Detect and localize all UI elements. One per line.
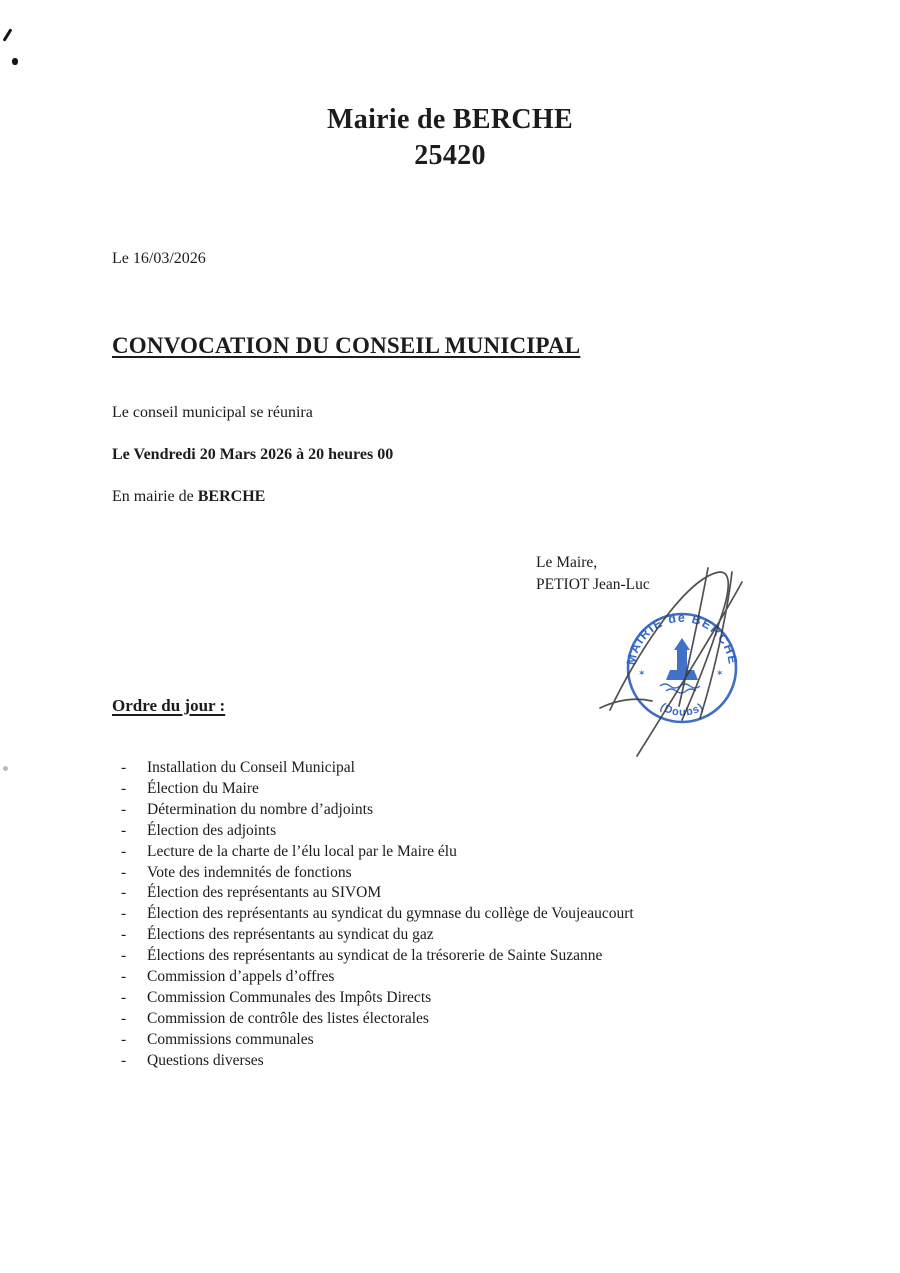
title-line-1: Mairie de BERCHE bbox=[327, 104, 573, 135]
agenda-item-text: Détermination du nombre d’adjoints bbox=[147, 800, 373, 818]
location-prefix: En mairie de bbox=[112, 488, 198, 505]
agenda-item bbox=[121, 821, 841, 842]
scan-artifact bbox=[12, 58, 18, 65]
stamp-star-right-icon: ✶ bbox=[716, 668, 724, 678]
agenda-item-text: Lecture de la charte de l’élu local par le Maire élu bbox=[147, 842, 457, 860]
stamp-star-left-icon: ✶ bbox=[638, 668, 646, 678]
agenda-bullet: - bbox=[121, 1051, 127, 1069]
handwritten-signature-icon bbox=[600, 568, 742, 756]
agenda-item-text: Commission Communales des Impôts Directs bbox=[147, 988, 432, 1006]
agenda-item bbox=[121, 842, 841, 863]
scan-artifact bbox=[3, 28, 13, 41]
agenda-bullet: - bbox=[121, 884, 127, 902]
agenda-item bbox=[121, 967, 841, 988]
agenda-bullet: - bbox=[121, 821, 127, 839]
agenda-item-text: Élection des représentants au syndicat du gymnase du collège de Voujeaucourt bbox=[147, 905, 634, 923]
agenda-title: Ordre du jour : bbox=[112, 696, 226, 715]
agenda-bullet: - bbox=[121, 779, 127, 797]
agenda-item-text: Élection des représentants au SIVOM bbox=[147, 884, 382, 902]
document-header bbox=[0, 102, 900, 174]
agenda-item-text: Élection des adjoints bbox=[147, 821, 277, 839]
agenda-bullet: - bbox=[121, 968, 127, 986]
agenda-item-text: Commission de contrôle des listes électorales bbox=[147, 1009, 429, 1027]
location-name: BERCHE bbox=[197, 488, 266, 505]
agenda-item-text: Commission d’appels d’offres bbox=[147, 968, 335, 986]
signer-role: Le Maire, bbox=[536, 554, 598, 571]
agenda-bullet: - bbox=[121, 988, 127, 1006]
stamp-emblem-icon bbox=[638, 638, 724, 680]
signer-name: PETIOT Jean-Luc bbox=[536, 576, 650, 593]
agenda-bullet: - bbox=[121, 905, 127, 923]
agenda-item-text: Questions diverses bbox=[147, 1051, 264, 1069]
scan-artifact bbox=[3, 766, 8, 771]
stamp-top-textpath: MAIRIE de BERCHE bbox=[623, 610, 740, 667]
agenda-bullet: - bbox=[121, 926, 127, 944]
agenda-item-text: Élections des représentants au syndicat du gaz bbox=[147, 926, 434, 944]
official-stamp bbox=[582, 558, 814, 774]
meeting-datetime-line: Le Vendredi 20 Mars 2026 à 20 heures 00 bbox=[112, 446, 394, 463]
agenda-bullet: - bbox=[121, 947, 127, 965]
agenda-item bbox=[121, 779, 841, 800]
agenda-item bbox=[121, 863, 841, 884]
document-heading: CONVOCATION DU CONSEIL MUNICIPAL bbox=[112, 333, 581, 358]
agenda-item-text: Élection du Maire bbox=[147, 779, 259, 797]
agenda-item bbox=[121, 1009, 841, 1030]
agenda-list bbox=[121, 758, 841, 1072]
agenda-item bbox=[121, 1051, 841, 1072]
agenda-item-text: Installation du Conseil Municipal bbox=[147, 759, 355, 776]
agenda-item bbox=[121, 904, 841, 925]
agenda-item bbox=[121, 925, 841, 946]
agenda-item bbox=[121, 988, 841, 1009]
agenda-bullet: - bbox=[121, 759, 127, 776]
intro-line: Le conseil municipal se réunira bbox=[112, 404, 313, 421]
agenda-bullet: - bbox=[121, 863, 127, 881]
agenda-bullet: - bbox=[121, 1009, 127, 1027]
agenda-item bbox=[121, 758, 841, 779]
date-line: Le 16/03/2026 bbox=[112, 250, 206, 267]
agenda-bullet: - bbox=[121, 800, 127, 818]
location-line bbox=[112, 488, 265, 506]
agenda-item bbox=[121, 800, 841, 821]
title-line-2: 25420 bbox=[414, 140, 486, 171]
stamp-bottom-textpath: (Doubs) bbox=[657, 701, 707, 719]
agenda-bullet: - bbox=[121, 842, 127, 860]
agenda-item bbox=[121, 1030, 841, 1051]
agenda-item-text: Vote des indemnités de fonctions bbox=[147, 863, 352, 881]
stamp-and-signature-graphic bbox=[582, 558, 814, 774]
agenda-item bbox=[121, 883, 841, 904]
agenda-item-text: Élections des représentants au syndicat de la trésorerie de Sainte Suzanne bbox=[147, 947, 603, 965]
agenda-item bbox=[121, 946, 841, 967]
agenda-item-text: Commissions communales bbox=[147, 1030, 314, 1048]
agenda-bullet: - bbox=[121, 1030, 127, 1048]
